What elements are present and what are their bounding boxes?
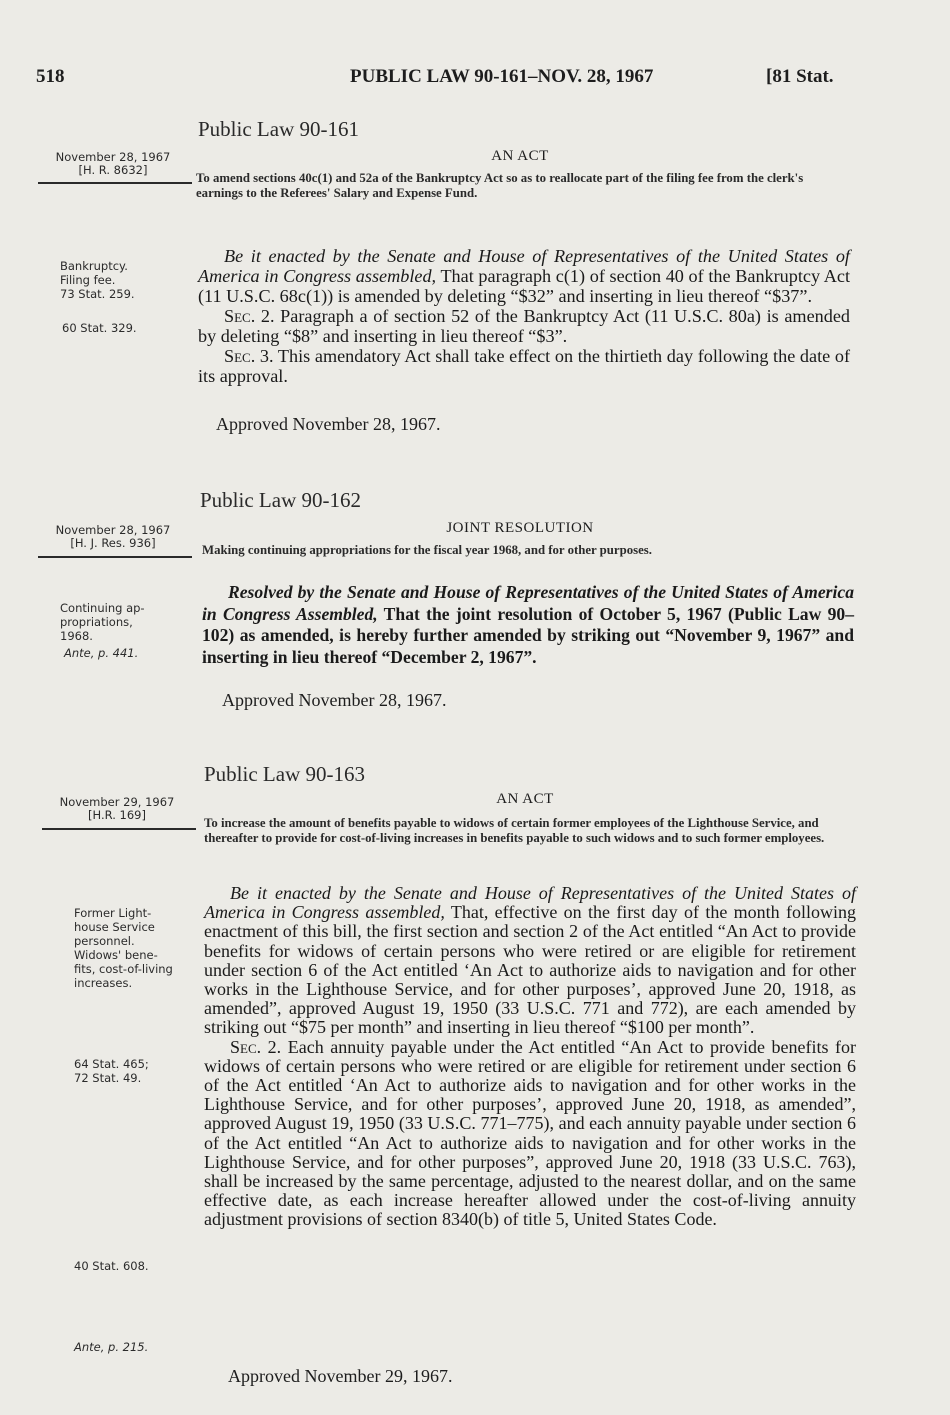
law-90-161-rule: [38, 182, 192, 184]
resolving-clause: Resolved by the Senate and House of Representatives of the United States of America in Congress Assembled,: [202, 582, 854, 624]
margin-note-line: Former Light-: [74, 906, 152, 920]
section-1-text: That paragraph c(1) of section 40 of the Bankruptcy Act (11 U.S.C. 68c(1)) is amended by deleting “$32” and inserting in lieu thereof “$37”.: [198, 266, 851, 306]
law-90-163-margin-citation-1: [74, 1057, 204, 1085]
section-2-label: Sec. 2.: [230, 1036, 282, 1057]
margin-note-line: increases.: [74, 976, 133, 990]
law-90-162-rule: [38, 556, 192, 558]
section-1-text: That, effective on the first day of the month following enactment of this bill, the first section and section 2 of the Act entitled “An Act to provide benefits for widows of certain persons who were retired or are eligible for retirement under section 6 of the Act entitled ‘An Act to authorize aids to navigation and for other works in the Lighthouse Service, and for other purposes’, approved June 20, 1918, as amended”, approved August 19, 1950 (33 U.S.C. 771 and 772), are each amended by striking out “$75 per month” and inserting in lieu thereof “$100 per month”.: [204, 902, 856, 1038]
law-90-161-body: [198, 246, 850, 386]
law-90-163-margin-note: [74, 906, 204, 990]
law-90-161-bill: [H. R. 8632]: [78, 163, 148, 177]
margin-note-line: propriations,: [60, 615, 133, 629]
law-90-162-purpose: Making continuing appropriations for the fiscal year 1968, and for other purposes.: [202, 543, 652, 557]
section-3-label: Sec. 3.: [224, 346, 274, 366]
law-90-161-margin-citation: 60 Stat. 329.: [62, 321, 137, 335]
law-90-163-approved: Approved November 29, 1967.: [228, 1366, 453, 1386]
margin-note-line: 72 Stat. 49.: [74, 1071, 142, 1085]
law-90-161-purpose: To amend sections 40c(1) and 52a of the Bankruptcy Act so as to reallocate part of the filing fee from the clerk's earnings to the Referees' Salary and Expense Fund.: [196, 171, 804, 200]
law-90-162-act-label: JOINT RESOLUTION: [446, 520, 594, 536]
margin-note-line: Bankruptcy.: [60, 259, 128, 273]
law-90-163-rule: [42, 828, 196, 830]
law-90-163-body: [204, 884, 856, 1230]
law-90-163-margin-reference: Ante, p. 215.: [74, 1340, 149, 1354]
margin-note-line: 73 Stat. 259.: [60, 287, 135, 301]
law-90-162-bill: [H. J. Res. 936]: [70, 536, 156, 550]
law-90-162-approved: Approved November 28, 1967.: [222, 690, 447, 710]
margin-note-line: house Service: [74, 920, 155, 934]
section-2-text: Paragraph a of section 52 of the Bankruptcy Act (11 U.S.C. 80a) is amended by deleting “$8” and inserting in lieu thereof “$3”.: [198, 306, 850, 346]
law-90-161-margin-note: [60, 259, 190, 301]
margin-note-line: Widows' bene-: [74, 948, 158, 962]
law-90-162-date: November 28, 1967: [55, 523, 171, 537]
margin-note-line: Filing fee.: [60, 273, 116, 287]
section-2-text: Each annuity payable under the Act entitled “An Act to provide benefits for widows of certain persons who were retired or are eligible for retirement under section 6 of the Act entitled ‘An Act to authorize aids to navigation and for other works in the Lighthouse Service, and for other purposes’, approved June 20, 1918, as amended”, approved August 19, 1950 (33 U.S.C. 771–775), and each annuity payable under section 6 of the Act entitled “An Act to authorize aids to navigation and for other works in the Lighthouse Service, and for other purposes”, approved June 20, 1918 (33 U.S.C. 763), shall be increased by the same percentage, adjusted to the nearest dollar, and on the same effective date, as each increase hereafter allowed under the cost-of-living annuity adjustment provisions of section 8340(b) of title 5, United States Code.: [204, 1036, 857, 1230]
enacting-clause: Be it enacted by the Senate and House of Representatives of the United States of America in Congress assembled,: [198, 246, 850, 286]
margin-note-line: personnel.: [74, 934, 135, 948]
margin-note-line: 64 Stat. 465;: [74, 1057, 149, 1071]
law-90-163-bill: [H.R. 169]: [88, 808, 146, 822]
law-90-162-margin-note: [60, 601, 190, 643]
law-90-162-body: [202, 582, 854, 668]
law-90-161-approved: Approved November 28, 1967.: [216, 414, 441, 434]
law-90-163-margin-citation-2: 40 Stat. 608.: [74, 1259, 149, 1273]
margin-note-line: 1968.: [60, 629, 93, 643]
section-2-label: Sec. 2.: [224, 306, 275, 326]
law-90-163-purpose: To increase the amount of benefits payable to widows of certain former employees of the Lighthouse Service, and thereafter to provide for cost-of-living increases in benefits payable to such widows and to such former employees.: [204, 816, 825, 845]
law-90-163-title: Public Law 90-163: [204, 762, 365, 786]
law-90-163-date: November 29, 1967: [59, 795, 175, 809]
page-number: 518: [36, 66, 65, 87]
law-90-162-title: Public Law 90-162: [200, 488, 361, 512]
margin-note-line: fits, cost-of-living: [74, 962, 173, 976]
enacting-clause: Be it enacted by the Senate and House of Representatives of the United States of America in Congress assembled,: [204, 883, 856, 923]
law-90-162-margin-reference: Ante, p. 441.: [64, 646, 139, 660]
law-90-161-title: Public Law 90-161: [198, 117, 359, 141]
resolution-text: That the joint resolution of October 5, 1967 (Public Law 90–102) as amended, is hereby further amended by striking out “November 9, 1967” and inserting in lieu thereof “December 2, 1967”.: [202, 603, 854, 667]
law-90-161-act-label: AN ACT: [491, 148, 549, 164]
running-title: PUBLIC LAW 90-161–NOV. 28, 1967: [350, 66, 654, 87]
statute-reference: [81 Stat.: [766, 66, 834, 87]
law-90-161-date: November 28, 1967: [55, 150, 171, 164]
margin-note-line: Continuing ap-: [60, 601, 145, 615]
law-90-163-act-label: AN ACT: [496, 791, 554, 807]
section-3-text: This amendatory Act shall take effect on the thirtieth day following the date of its approval.: [198, 346, 851, 386]
